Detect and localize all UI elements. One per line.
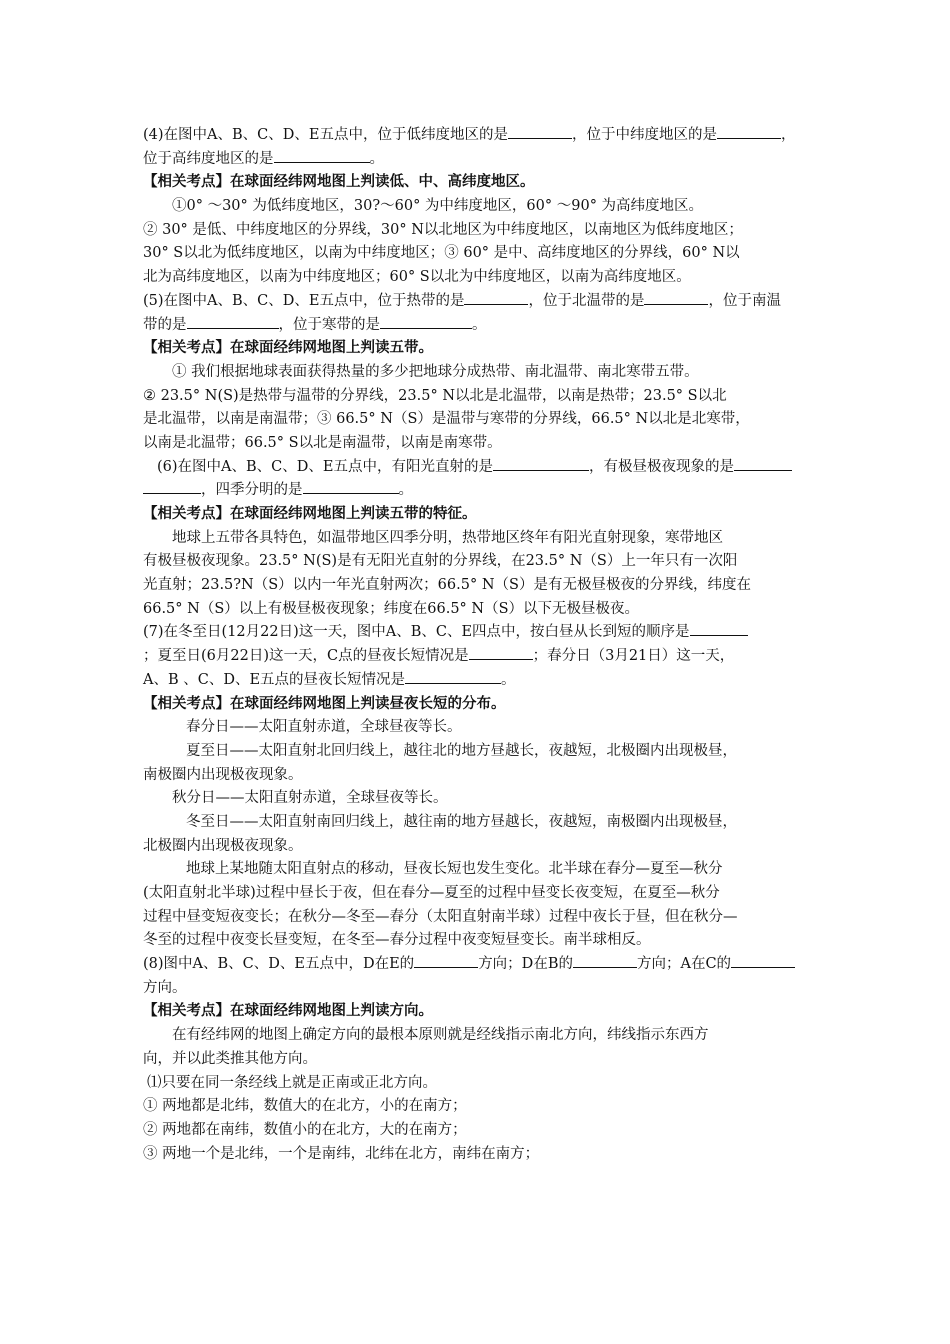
body-line: 是北温带，以南是南温带；③ 66.5° N（S）是温带与寒带的分界线，66.5° N以北是北寒带， bbox=[143, 411, 750, 428]
question-7-line-3: A、B 、C、D、E五点的昼夜长短情况是 。 bbox=[143, 669, 815, 693]
body-line: 过程中昼变短夜变长；在秋分—冬至—春分（太阳直射南半球）过程中夜长于昼，但在秋分— bbox=[143, 908, 738, 925]
body-line: 光直射；23.5?N（S）以内一年光直射两次；66.5° N（S）是有无极昼极夜的分界线，纬度在 bbox=[143, 577, 751, 594]
answer-blank[interactable] bbox=[143, 479, 201, 494]
answer-blank[interactable] bbox=[414, 953, 478, 968]
body-line: 冬至日——太阳直射南回归线上，越往南的地方昼越长，夜越短，南极圈内出现极昼， bbox=[186, 813, 737, 830]
answer-blank[interactable] bbox=[187, 314, 279, 329]
answer-blank[interactable] bbox=[573, 953, 637, 968]
question-5-line-1: (5)在图中A、B、C、D、E五点中，位于热带的是 ，位于北温带的是 ，位于南温 bbox=[143, 290, 815, 314]
body-line: 地球上五带各具特色，如温带地区四季分明，热带地区终年有阳光直射现象，寒带地区 bbox=[172, 529, 723, 546]
answer-blank[interactable] bbox=[380, 314, 472, 329]
answer-blank[interactable] bbox=[274, 148, 370, 163]
body-line: 春分日——太阳直射赤道，全球昼夜等长。 bbox=[186, 719, 462, 736]
body-line: 秋分日——太阳直射赤道，全球昼夜等长。 bbox=[172, 790, 448, 807]
question-7-line-1: (7)在冬至日(12月22日)这一天，图中A、B、C、E四点中，按白昼从长到短的顺序是 bbox=[143, 621, 815, 645]
answer-blank[interactable] bbox=[690, 621, 748, 636]
body-line: 在有经纬网的地图上确定方向的最根本原则就是经线指示南北方向，纬线指示东西方 bbox=[172, 1027, 709, 1044]
body-line: (太阳直射北半球)过程中昼长于夜，但在春分—夏至的过程中昼变长夜变短，在夏至—秋分 bbox=[143, 885, 720, 901]
body-line: ① 我们根据地球表面获得热量的多少把地球分成热带、南北温带、南北寒带五带。 bbox=[172, 363, 699, 380]
answer-blank[interactable] bbox=[734, 456, 792, 471]
body-line: 30° S以北为低纬度地区，以南为中纬度地区；③ 60° 是中、高纬度地区的分界线，60° N以 bbox=[143, 245, 740, 262]
body-line: 以南是北温带；66.5° S以北是南温带，以南是南寒带。 bbox=[143, 434, 502, 451]
body-line: 夏至日——太阳直射北回归线上，越往北的地方昼越长，夜越短，北极圈内出现极昼， bbox=[186, 742, 737, 759]
body-line: ⑴只要在同一条经线上就是正南或正北方向。 bbox=[147, 1074, 437, 1091]
body-line: ② 23.5° N(S)是热带与温带的分界线，23.5° N以北是北温带，以南是热带；23.5° S以北 bbox=[143, 387, 727, 404]
answer-blank[interactable] bbox=[644, 290, 708, 305]
body-line: ①0° ～30° 为低纬度地区，30?～60° 为中纬度地区，60° ～90° 为高纬度地区。 bbox=[172, 198, 704, 215]
body-line: 66.5° N（S）以上有极昼极夜现象；纬度在66.5° N（S）以下无极昼极夜。 bbox=[143, 600, 640, 617]
answer-blank[interactable] bbox=[405, 669, 501, 684]
section-heading-day-night: 【相关考点】在球面经纬网地图上判读昼夜长短的分布。 bbox=[143, 695, 506, 712]
answer-blank[interactable] bbox=[717, 124, 781, 139]
answer-blank[interactable] bbox=[508, 124, 572, 139]
answer-blank[interactable] bbox=[493, 456, 589, 471]
section-heading-direction: 【相关考点】在球面经纬网地图上判读方向。 bbox=[143, 1003, 433, 1020]
question-7-line-2: ；夏至日(6月22日)这一天，C点的昼夜长短情况是 ；春分日（3月21日）这一天， bbox=[143, 645, 815, 669]
body-line: ② 30° 是低、中纬度地区的分界线，30° N以北地区为中纬度地区，以南地区为低纬度地区； bbox=[143, 221, 743, 238]
body-line: ③ 两地一个是北纬，一个是南纬，北纬在北方，南纬在南方； bbox=[143, 1145, 540, 1162]
answer-blank[interactable] bbox=[303, 479, 399, 494]
question-5-line-2: 带的是 ，位于寒带的是 。 bbox=[143, 314, 815, 338]
answer-blank[interactable] bbox=[469, 645, 533, 660]
body-line: 南极圈内出现极夜现象。 bbox=[143, 766, 303, 783]
section-heading-zone-features: 【相关考点】在球面经纬网地图上判读五带的特征。 bbox=[143, 506, 477, 522]
question-6-line-1: (6)在图中A、B、C、D、E五点中，有阳光直射的是 ，有极昼极夜现象的是 bbox=[143, 456, 815, 480]
body-line: 向，并以此类推其他方向。 bbox=[143, 1050, 317, 1067]
question-4-line-1: (4)在图中A、B、C、D、E五点中，位于低纬度地区的是 ，位于中纬度地区的是 ， bbox=[143, 124, 815, 148]
body-line: ② 两地都在南纬，数值小的在北方，大的在南方； bbox=[143, 1121, 467, 1138]
section-heading-latitude-zones: 【相关考点】在球面经纬网地图上判读低、中、高纬度地区。 bbox=[143, 174, 535, 191]
section-heading-five-zones: 【相关考点】在球面经纬网地图上判读五带。 bbox=[143, 340, 433, 357]
question-6-line-2: ，四季分明的是 。 bbox=[143, 479, 815, 503]
body-line: 北极圈内出现极夜现象。 bbox=[143, 837, 303, 854]
question-4-line-2: 位于高纬度地区的是 。 bbox=[143, 148, 815, 172]
body-line: 地球上某地随太阳直射点的移动，昼夜长短也发生变化。北半球在春分—夏至—秋分 bbox=[186, 861, 723, 878]
question-8-line-1: (8)图中A、B、C、D、E五点中，D在E的 方向；D在B的 方向；A在C的 bbox=[143, 953, 815, 977]
body-line: ① 两地都是北纬，数值大的在北方，小的在南方； bbox=[143, 1098, 467, 1115]
answer-blank[interactable] bbox=[464, 290, 528, 305]
document-page bbox=[143, 124, 815, 1166]
question-8-line-2: 方向。 bbox=[143, 979, 187, 996]
body-line: 北为高纬度地区，以南为中纬度地区；60° S以北为中纬度地区，以南为高纬度地区。 bbox=[143, 269, 691, 286]
answer-blank[interactable] bbox=[731, 953, 795, 968]
body-line: 有极昼极夜现象。23.5° N(S)是有无阳光直射的分界线，在23.5° N（S）上一年只有一次阳 bbox=[143, 553, 738, 570]
body-line: 冬至的过程中夜变长昼变短，在冬至—春分过程中夜变短昼变长。南半球相反。 bbox=[143, 932, 651, 949]
